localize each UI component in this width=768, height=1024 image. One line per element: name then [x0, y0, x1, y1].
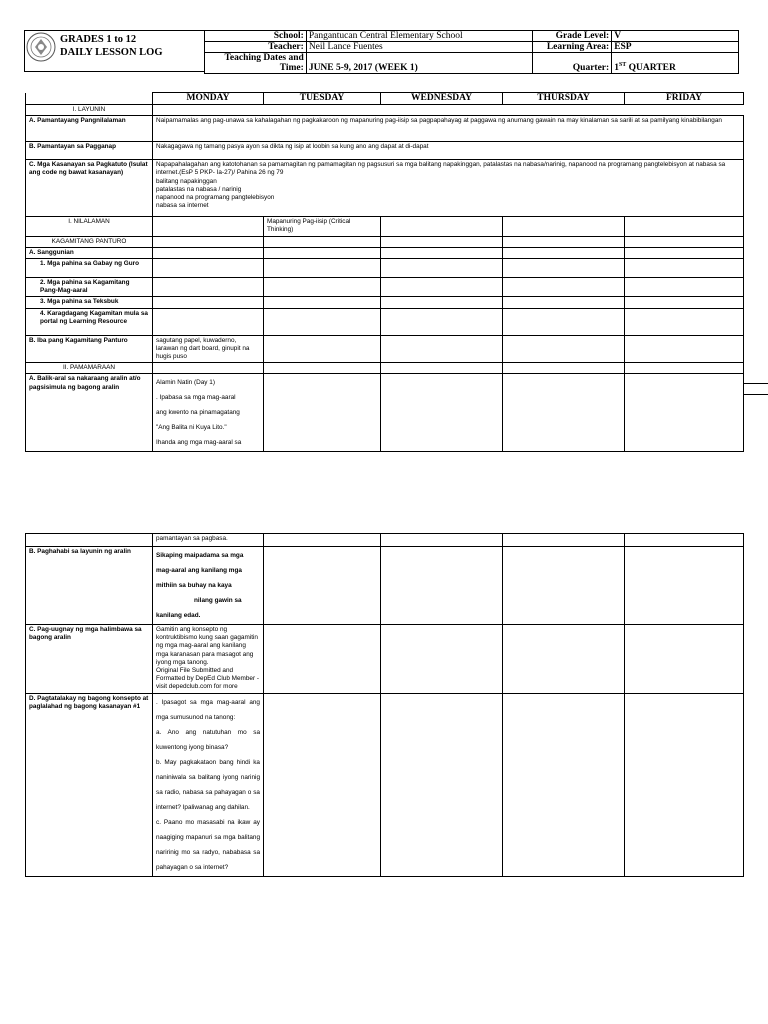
pamantayang-pangnilalaman-row	[26, 116, 744, 142]
nilalaman-monday	[153, 217, 264, 236]
empty-cell	[625, 363, 744, 374]
sanggunian-row	[26, 247, 744, 258]
day-wednesday: WEDNESDAY	[381, 93, 503, 105]
empty-cell	[153, 363, 264, 374]
kasanayan-item: patalastas na nabasa / narinig	[156, 185, 242, 193]
empty-cell	[503, 625, 625, 694]
layunin-row	[26, 105, 744, 116]
paghahabi-label: B. Paghahabi sa layunin ng aralin	[26, 547, 153, 625]
kasanayan-cell	[153, 160, 744, 217]
balik-aral-row	[26, 374, 744, 452]
lesson-log-table-continued	[25, 533, 744, 877]
empty-cell	[264, 236, 381, 247]
text-line: "Ang Balita ni Kuya Lito."	[156, 424, 227, 432]
empty-cell	[381, 335, 503, 363]
pamantayan-sa-pagganap-label: B. Pamantayan sa Pagganap	[26, 142, 153, 160]
karagdagang-kagamitan-row	[26, 308, 744, 335]
quarter-word: QUARTER	[626, 63, 676, 73]
empty-cell	[503, 335, 625, 363]
empty-cell	[153, 236, 264, 247]
empty-cell	[625, 374, 744, 452]
text-line: kanilang edad.	[156, 612, 201, 619]
text-line: Alamin Natin (Day 1)	[156, 379, 215, 387]
empty-cell	[503, 374, 625, 452]
empty-cell	[503, 236, 625, 247]
day-thursday: THURSDAY	[503, 93, 625, 105]
empty-cell	[625, 693, 744, 876]
pag-uugnay-monday	[153, 625, 264, 694]
pamantayan-sa-pagganap-row	[26, 142, 744, 160]
balik-aral-label: A. Balik-aral sa nakaraang aralin at/o pagsisimula ng bagong aralin	[26, 374, 153, 452]
empty-cell	[381, 247, 503, 258]
empty-cell	[381, 547, 503, 625]
pagtatalakay-row	[26, 693, 744, 876]
empty-cell	[153, 247, 264, 258]
quarter-value	[612, 53, 739, 74]
teksbuk-label: 3. Mga pahina sa Teksbuk	[26, 297, 153, 308]
text-line: ang kwento na pinamagatang	[156, 409, 240, 417]
teacher-label: Teacher:	[205, 42, 307, 53]
school-label: School:	[205, 31, 307, 42]
empty-cell	[264, 297, 381, 308]
continued-text: pamantayan sa pagbasa.	[153, 534, 264, 547]
teaching-dates-label	[205, 53, 307, 74]
kasanayan-row	[26, 160, 744, 217]
empty-cell	[625, 278, 744, 297]
empty-cell	[625, 335, 744, 363]
nilalaman-heading: I. NILALAMAN	[26, 217, 153, 236]
pamantayang-pangnilalaman-text: Naipamamalas ang pag-unawa sa kahalagahan ng pagkakaroon ng mapanuring pag-iisip sa pagpapahayag at paggawa ng anumang gawain na may kinalaman sa sarili at sa pamilyang kinabibilangan	[153, 116, 744, 142]
empty-cell	[503, 259, 625, 278]
teaching-dates-label-line2: Time:	[279, 63, 304, 73]
empty-cell	[381, 236, 503, 247]
pamantayang-pangnilalaman-label: A. Pamantayang Pangnilalaman	[26, 116, 153, 142]
nilalaman-wednesday	[381, 217, 503, 236]
pag-uugnay-label: C. Pag-uugnay ng mga halimbawa sa bagong aralin	[26, 625, 153, 694]
empty-cell	[26, 534, 153, 547]
pag-uugnay-row	[26, 625, 744, 694]
sanggunian-label: A. Sanggunian	[26, 247, 153, 258]
kasanayan-text: Napapahalagahan ang katotohanan sa pamamagitan ng pamamagitan ng pagsusuri sa mga balitang napakinggan, patalastas na nabasa/narinig, napanood na programang pangtelebisyon at nabasa sa internet.(EsP 5 PKP- Ia-27)/ Pahina 26 ng 79	[156, 161, 726, 177]
nilalaman-thursday	[503, 217, 625, 236]
empty-cell	[625, 547, 744, 625]
teaching-dates-label-line1: Teaching Dates and	[224, 53, 304, 63]
kagamitan-row	[26, 236, 744, 247]
empty-cell	[153, 297, 264, 308]
header-info-table	[204, 30, 739, 74]
empty-cell	[625, 247, 744, 258]
teksbuk-row	[26, 297, 744, 308]
empty-cell	[381, 259, 503, 278]
learning-area-value: ESP	[612, 42, 739, 53]
gabay-row	[26, 259, 744, 278]
empty-cell	[381, 625, 503, 694]
kagamitan-heading: KAGAMITANG PANTURO	[26, 236, 153, 247]
empty-cell	[264, 363, 381, 374]
grade-level-label: Grade Level:	[533, 31, 612, 42]
blank-header-cell	[26, 93, 153, 105]
paghahabi-row	[26, 547, 744, 625]
form-title	[60, 33, 163, 59]
empty-cell	[264, 308, 381, 335]
karagdagang-kagamitan-label: 4. Karagdagang Kagamitan mula sa portal ng Learning Resource	[26, 308, 153, 335]
text-line: nilang gawin sa	[194, 597, 242, 604]
quarter-number: 1	[614, 63, 619, 73]
empty-cell	[264, 374, 381, 452]
teacher-value: Neil Lance Fuentes	[306, 42, 532, 53]
empty-cell	[625, 236, 744, 247]
text-line: . Ipasagot sa mga mag-aaral ang mga sumusunod na tanong:	[156, 698, 260, 721]
empty-cell	[503, 534, 625, 547]
empty-cell	[153, 278, 264, 297]
pag-uugnay-note: Original File Submitted and Formatted by DepEd Club Member - visit depedclub.com for more	[156, 667, 259, 691]
quarter-suffix: ST	[618, 61, 627, 68]
empty-cell	[625, 297, 744, 308]
empty-cell	[381, 308, 503, 335]
kasanayan-item: napanood na programang pangtelebisyon	[156, 194, 275, 202]
gabay-label: 1. Mga pahina sa Gabay ng Guro	[26, 259, 153, 278]
text-line: . Ipabasa sa mga mag-aaral	[156, 394, 236, 402]
empty-cell	[625, 308, 744, 335]
empty-cell	[264, 547, 381, 625]
empty-cell	[625, 259, 744, 278]
iba-pang-kagamitan-label: B. Iba pang Kagamitang Panturo	[26, 335, 153, 363]
overflow-rule	[743, 394, 768, 395]
teaching-dates-value: JUNE 5-9, 2017 (WEEK 1)	[306, 53, 532, 74]
continued-row	[26, 534, 744, 547]
empty-cell	[503, 363, 625, 374]
nilalaman-row	[26, 217, 744, 236]
empty-cell	[625, 625, 744, 694]
empty-cell	[264, 534, 381, 547]
empty-cell	[264, 625, 381, 694]
empty-cell	[264, 335, 381, 363]
paghahabi-monday	[153, 547, 264, 625]
form-title-line2: DAILY LESSON LOG	[60, 47, 163, 58]
day-monday: MONDAY	[153, 93, 264, 105]
kasanayan-label: C. Mga Kasanayan sa Pagkatuto (Isulat ang code ng bawat kasanayan)	[26, 160, 153, 217]
iba-pang-kagamitan-text: sagutang papel, kuwaderno, larawan ng dart board, ginupit na hugis puso	[153, 335, 264, 363]
text-line: mag-aaral ang kanilang mga	[156, 567, 242, 574]
iba-pang-kagamitan-row	[26, 335, 744, 363]
nilalaman-friday	[625, 217, 744, 236]
empty-cell	[503, 693, 625, 876]
text-line: c. Paano mo masasabi na ikaw ay naagiging mapanuri sa mga balitang naririnig mo sa radyo, nababasa sa pahayagan o sa internet?	[156, 818, 260, 871]
kasanayan-item: balitang napakinggan	[156, 177, 217, 185]
lesson-log-table	[25, 92, 744, 452]
empty-cell	[503, 278, 625, 297]
kasanayan-item: nabasa sa internet	[156, 202, 209, 210]
text-line: a. Ano ang natutuhan mo sa kuwentong iyong binasa?	[156, 728, 260, 751]
pagtatalakay-monday	[153, 693, 264, 876]
empty-cell	[381, 363, 503, 374]
form-title-line1: GRADES 1 to 12	[60, 34, 137, 45]
nilalaman-tuesday: Mapanuring Pag-iisip (Critical Thinking)	[264, 217, 381, 236]
day-tuesday: TUESDAY	[264, 93, 381, 105]
kagamitang-pang-mag-aaral-row	[26, 278, 744, 297]
empty-cell	[264, 693, 381, 876]
text-line: mithiin sa buhay na kaya	[156, 582, 232, 589]
pamamaraan-heading: II. PAMAMARAAN	[26, 363, 153, 374]
pagtatalakay-label: D. Pagtatalakay ng bagong konsepto at paglalahad ng bagong kasanayan #1	[26, 693, 153, 876]
days-header-row	[26, 93, 744, 105]
pamantayan-sa-pagganap-text: Nakagagawa ng tamang pasya ayon sa dikta ng isip at loobin sa kung ano ang dapat at di-dapat	[153, 142, 744, 160]
empty-cell	[381, 693, 503, 876]
school-value: Pangantucan Central Elementary School	[306, 31, 532, 42]
empty-cell	[381, 534, 503, 547]
pamamaraan-row	[26, 363, 744, 374]
empty-cell	[381, 374, 503, 452]
day-friday: FRIDAY	[625, 93, 744, 105]
text-line: Ihanda ang mga mag-aaral sa	[156, 439, 242, 447]
overflow-rule	[743, 383, 768, 384]
empty-cell	[625, 534, 744, 547]
empty-cell	[503, 547, 625, 625]
grade-level-value: V	[612, 31, 739, 42]
empty-cell	[264, 247, 381, 258]
empty-cell	[153, 308, 264, 335]
empty-cell	[503, 247, 625, 258]
layunin-blank	[153, 105, 744, 116]
pag-uugnay-text: Gamitin ang konsepto ng kontruktibismo kung saan gagamitin ng mga mag-aaral ang kanilang mga karanasan para masagot ang iyong mga tanong.	[156, 626, 258, 666]
empty-cell	[503, 308, 625, 335]
text-line: Sikaping maipadama sa mga	[156, 552, 244, 559]
learning-area-label: Learning Area:	[533, 42, 612, 53]
quarter-label: Quarter:	[533, 53, 612, 74]
empty-cell	[264, 278, 381, 297]
empty-cell	[153, 259, 264, 278]
empty-cell	[381, 278, 503, 297]
empty-cell	[381, 297, 503, 308]
balik-aral-monday	[153, 374, 264, 452]
kagamitang-pang-mag-aaral-label: 2. Mga pahina sa Kagamitang Pang-Mag-aaral	[26, 278, 153, 297]
layunin-heading: I. LAYUNIN	[26, 105, 153, 116]
empty-cell	[503, 297, 625, 308]
empty-cell	[264, 259, 381, 278]
deped-seal-icon	[26, 32, 56, 62]
text-line: b. May pagkakataon bang hindi ka naniniwala sa balitang iyong narinig sa radio, nabasa sa pahayagan o sa internet? Ipaliwanag ang dahilan.	[156, 758, 260, 811]
